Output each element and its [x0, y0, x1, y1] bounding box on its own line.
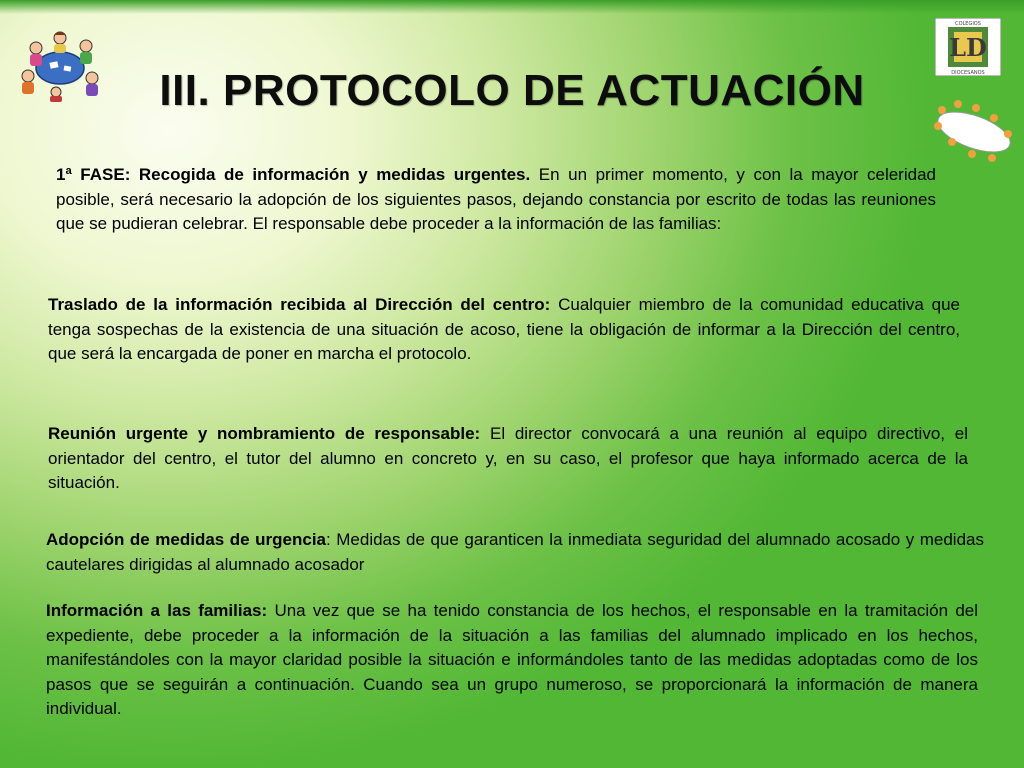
top-band	[0, 0, 1024, 14]
paragraph-informacion-familias	[46, 599, 978, 722]
paragraph-body: En un primer momento, y con la mayor celeridad posible, será necesario la adopción de los siguientes pasos, dejando constancia por escrito de todas las reuniones que se pudieran celebrar. El responsable debe proceder a la información de las familias:	[56, 165, 936, 233]
paragraph-reunion	[48, 422, 968, 496]
paragraph-traslado	[48, 293, 960, 367]
paragraph-heading: Información a las familias:	[46, 601, 268, 620]
paragraph-body: Cualquier miembro de la comunidad educativa que tenga sospechas de la existencia de una situación de acoso, tiene la obligación de informar a la Dirección del centro, que será la encargada de poner en marcha el protocolo.	[48, 295, 960, 363]
paragraph-adopcion	[46, 528, 984, 577]
paragraph-body: : Medidas de que garanticen la inmediata seguridad del alumnado acosado y medidas cautelares dirigidas al alumnado acosador	[46, 530, 984, 574]
paragraph-body: El director convocará a una reunión al equipo directivo, el orientador del centro, el tutor del alumno en concreto y, en su caso, el profesor que haya informado acerca de la situación.	[48, 424, 968, 492]
svg-text:DIOCESANOS: DIOCESANOS	[951, 70, 985, 76]
paragraph-heading: Reunión urgente y nombramiento de responsable:	[48, 424, 481, 443]
paragraph-heading: Adopción de medidas de urgencia	[46, 530, 326, 549]
paragraph-heading: 1ª FASE: Recogida de información y medidas urgentes.	[56, 165, 531, 184]
paragraph-body: Una vez que se ha tenido constancia de los hechos, el responsable en la tramitación del expediente, debe proceder a la información de la situación a las familias del alumnado implicado en los hechos, manifestándoles con la mayor claridad posible la situación e informándoles tanto de las medidas adoptadas como de los pasos que se seguirán a continuación. Cuando sea un grupo numeroso, se proporcionará la información de manera individual.	[46, 601, 979, 718]
slide-title: III. PROTOCOLO DE ACTUACIÓN	[159, 66, 865, 115]
paragraph-heading: Traslado de la información recibida al Dirección del centro:	[48, 295, 551, 314]
svg-text:COLEGIOS: COLEGIOS	[955, 21, 981, 27]
svg-text:LD: LD	[949, 33, 987, 62]
paragraph-phase-one	[56, 163, 936, 237]
